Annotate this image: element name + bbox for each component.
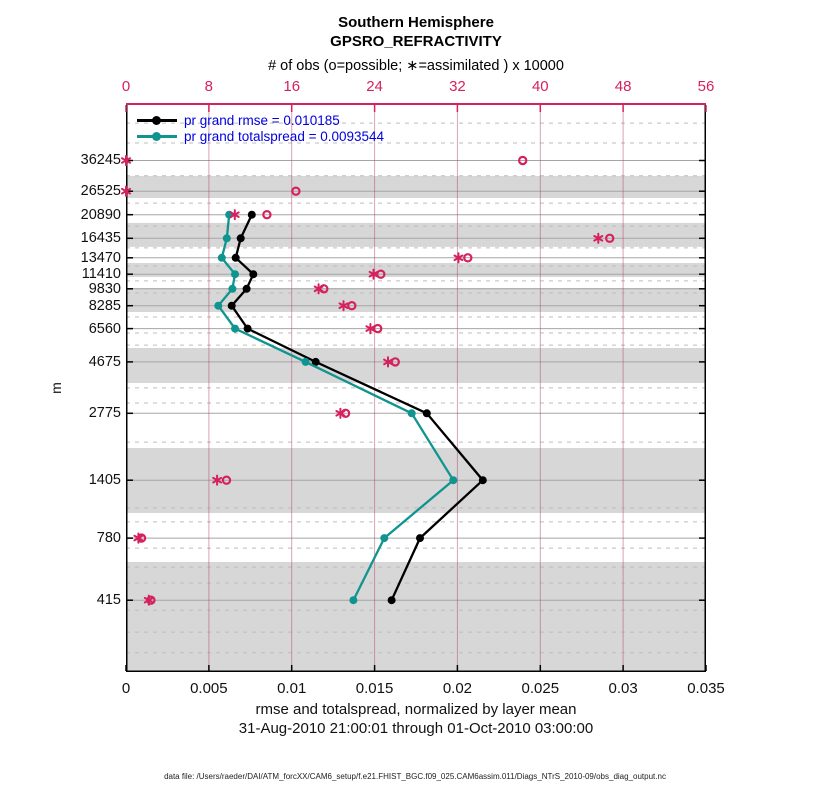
legend: [137, 112, 384, 144]
top-tick-label: 8: [204, 78, 214, 95]
top-tick-label: 48: [614, 78, 632, 95]
bottom-tick-label: 0.025: [521, 680, 560, 697]
left-tick-label: 13470: [80, 249, 121, 266]
legend-label-rmse: pr grand rmse = 0.010185: [184, 112, 340, 128]
left-tick-label: 1405: [88, 472, 121, 489]
layer-band: [126, 288, 706, 312]
layer-band: [126, 348, 706, 383]
left-tick-label: 8285: [88, 297, 121, 314]
x-axis-label: rmse and totalspread, normalized by layer mean: [255, 701, 577, 718]
series-marker: [223, 234, 231, 242]
top-tick-label: 40: [531, 78, 549, 95]
left-tick-label: 36245: [80, 152, 121, 169]
series-marker: [232, 254, 240, 262]
series-marker: [388, 596, 396, 604]
left-tick-label: 20890: [80, 206, 121, 223]
legend-row-rmse: [137, 112, 384, 128]
chart-svg: [126, 103, 706, 672]
series-marker: [423, 409, 431, 417]
legend-row-totalspread: [137, 128, 384, 144]
bottom-tick-label: 0.01: [277, 680, 307, 697]
series-marker: [248, 211, 256, 219]
series-marker: [218, 254, 226, 262]
y-axis-label: m: [47, 382, 64, 394]
left-tick-label: 6560: [88, 320, 121, 337]
top-tick-label: 0: [121, 78, 131, 95]
bottom-tick-label: 0.03: [608, 680, 638, 697]
series-marker: [231, 270, 239, 278]
left-tick-label: 4675: [88, 353, 121, 370]
layer-band: [126, 176, 706, 198]
plot-subtitle: GPSRO_REFRACTIVITY: [330, 33, 502, 50]
series-marker: [249, 270, 257, 278]
left-tick-label: 11410: [81, 266, 121, 283]
date-range-label: 31-Aug-2010 21:00:01 through 01-Oct-2010 03:00:00: [238, 720, 594, 737]
totalspread-line-marker-icon: [137, 128, 177, 144]
top-axis-label: # of obs (o=possible; ∗=assimilated ) x 10000: [268, 58, 564, 74]
series-marker: [237, 234, 245, 242]
rmse-line-marker-icon: [137, 112, 177, 128]
legend-label-totalspread: pr grand totalspread = 0.0093544: [184, 128, 385, 144]
series-marker: [243, 285, 251, 293]
series-marker: [408, 409, 416, 417]
bottom-tick-label: 0.035: [687, 680, 725, 697]
top-tick-label: 32: [449, 78, 466, 95]
top-tick-label: 24: [366, 78, 383, 95]
plot-title: Southern Hemisphere: [338, 14, 494, 31]
series-marker: [228, 302, 236, 310]
series-marker: [231, 325, 239, 333]
series-marker: [214, 302, 222, 310]
bottom-tick-label: 0: [121, 680, 131, 697]
left-tick-label: 415: [96, 592, 121, 609]
bottom-tick-label: 0.005: [190, 680, 228, 697]
series-marker: [349, 596, 357, 604]
series-marker: [449, 476, 457, 484]
top-tick-label: 56: [697, 78, 715, 95]
data-file-path: data file: /Users/raeder/DAI/ATM_forcXX/CAM6_setup/f.e21.FHIST_BGC.f09_025.CAM6assim.011/Diags_NTrS_2010-09/obs_diag_output.nc: [164, 772, 666, 781]
layer-band: [126, 562, 706, 672]
series-marker: [244, 325, 252, 333]
left-tick-label: 780: [96, 530, 121, 547]
series-marker: [228, 285, 236, 293]
top-tick-label: 16: [283, 78, 301, 95]
series-marker: [302, 358, 310, 366]
left-tick-label: 2775: [88, 405, 121, 422]
series-marker: [479, 476, 487, 484]
series-marker: [380, 534, 388, 542]
left-tick-label: 16435: [80, 230, 121, 247]
bottom-tick-label: 0.015: [355, 680, 394, 697]
layer-band: [126, 263, 706, 277]
bottom-tick-label: 0.02: [442, 680, 473, 697]
series-marker: [225, 211, 233, 219]
series-marker: [416, 534, 424, 542]
left-tick-label: 9830: [88, 280, 121, 297]
plot-area: [126, 103, 706, 672]
left-tick-label: 26525: [80, 183, 121, 200]
